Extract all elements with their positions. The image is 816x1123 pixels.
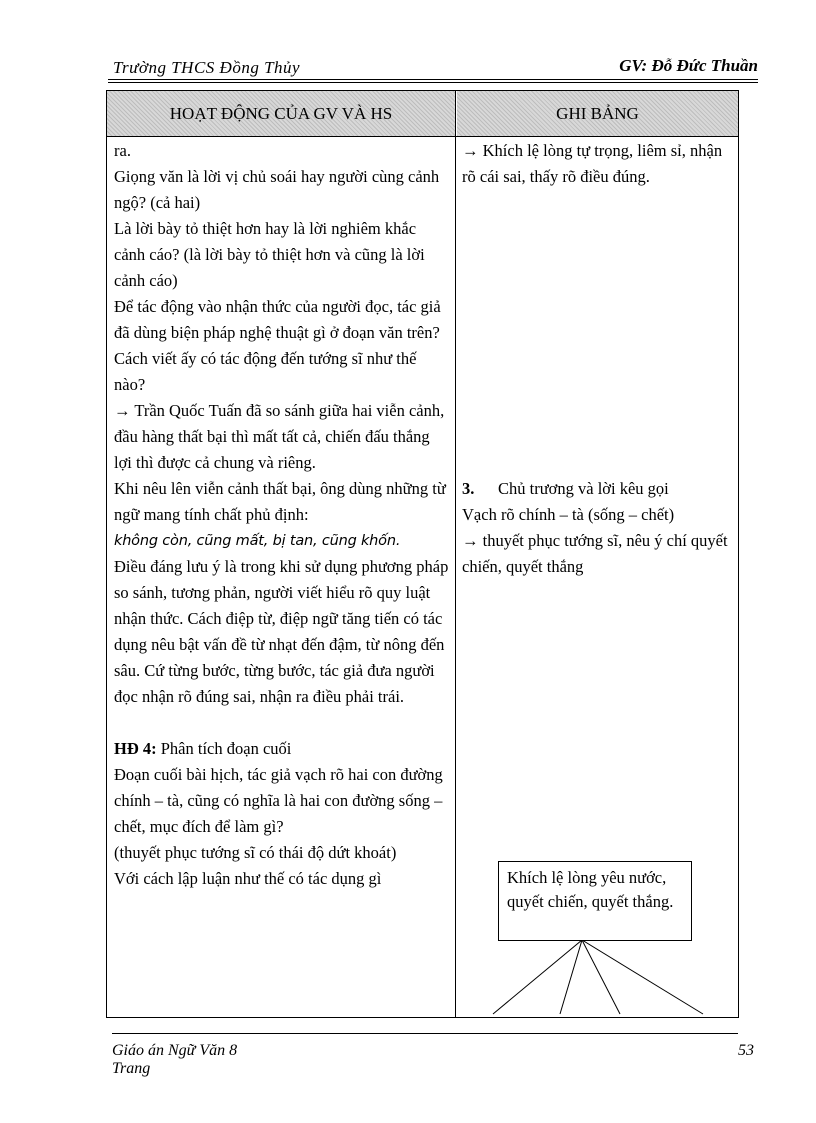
left-paragraph: Khi nêu lên viễn cảnh thất bại, ông dùng những từ ngữ mang tính chất phủ định:: [114, 479, 446, 524]
diagram-branch-lines: [490, 940, 710, 1020]
diagram-box: Khích lệ lòng yêu nước, quyết chiến, quyết thắng.: [498, 861, 692, 941]
header-rule: [108, 79, 758, 80]
header-rule-second: [108, 82, 758, 83]
left-paragraph: Đoạn cuối bài hịch, tác giả vạch rõ hai con đường chính – tà, cũng có nghĩa là hai con đường sống – chết, mục đích để làm gì?: [114, 765, 443, 836]
activities-column: [114, 138, 450, 892]
footer-text: [112, 1042, 237, 1078]
column-header-board: GHI BẢNG: [457, 91, 738, 136]
left-paragraph: Với cách lập luận như thế có tác dụng gì: [114, 869, 382, 888]
left-paragraph: Cách viết ấy có tác động đến tướng sĩ như thế nào?: [114, 349, 417, 394]
section-number: 3.: [462, 479, 475, 498]
branch-line: [493, 940, 582, 1014]
left-paragraph: Là lời bày tỏ thiệt hơn hay là lời nghiêm khắc cảnh cáo? (là lời bày tỏ thiệt hơn và cũng là lời cảnh cáo): [114, 219, 425, 290]
activity-4-label: HĐ 4:: [114, 739, 157, 758]
activity-4-title: Phân tích đoạn cuối: [160, 739, 292, 758]
footer-trang: Trang: [112, 1060, 151, 1077]
board-text: → thuyết phục tướng sĩ, nêu ý chí quyết chiến, quyết thắng: [462, 531, 728, 576]
left-paragraph: ra.: [114, 141, 131, 160]
teacher-name: GV: Đỗ Đức Thuần: [619, 56, 758, 75]
left-paragraph: → Trần Quốc Tuấn đã so sánh giữa hai viễn cảnh, đầu hàng thất bại thì mất tất cả, chiến đấu thắng lợi thì được cả chung và riêng.: [114, 401, 445, 472]
section-title: Chủ trương và lời kêu gọi: [498, 479, 669, 498]
activity-4-heading: [114, 736, 450, 762]
left-paragraph: Để tác động vào nhận thức của người đọc, tác giả đã dùng biện pháp nghệ thuật gì ở đoạn văn trên?: [114, 297, 441, 342]
left-paragraph: Giọng văn là lời vị chủ soái hay người cùng cảnh ngộ? (cả hai): [114, 167, 440, 212]
footer-rule: [112, 1033, 738, 1034]
branch-line: [582, 940, 703, 1014]
negative-words-italic: không còn, cũng mất, bị tan, cũng khốn.: [114, 533, 401, 549]
left-paragraph: Điều đáng lưu ý là trong khi sử dụng phương pháp so sánh, tương phản, người viết hiểu rõ quy luật nhận thức. Cách điệp từ, điệp ngữ tăng tiến có tác dụng nêu bật vấn đề từ nhạt đến đậm, từ nông đến sâu. Cứ từng bước, từng bước, tác giả đưa người đọc nhận rõ đúng sai, nhận ra điều phải trái.: [114, 557, 449, 706]
column-divider: [455, 90, 456, 1018]
page-number: 53: [738, 1042, 754, 1059]
board-text: → Khích lệ lòng tự trọng, liêm sỉ, nhận rõ cái sai, thấy rõ điều đúng.: [462, 141, 723, 186]
column-header-activities: HOẠT ĐỘNG CỦA GV VÀ HS: [107, 91, 455, 136]
school-name: Trường THCS Đồng Thủy: [113, 58, 301, 77]
board-text: Vạch rõ chính – tà (sống – chết): [462, 505, 675, 524]
section-3-heading: [462, 476, 734, 502]
branch-line: [560, 940, 582, 1014]
board-note-2: [462, 476, 734, 580]
footer-title: Giáo án Ngữ Văn 8: [112, 1042, 238, 1059]
board-note-1: [462, 138, 734, 190]
left-paragraph: (thuyết phục tướng sĩ có thái độ dứt khoát): [114, 843, 397, 862]
header-row-rule: [106, 136, 739, 137]
